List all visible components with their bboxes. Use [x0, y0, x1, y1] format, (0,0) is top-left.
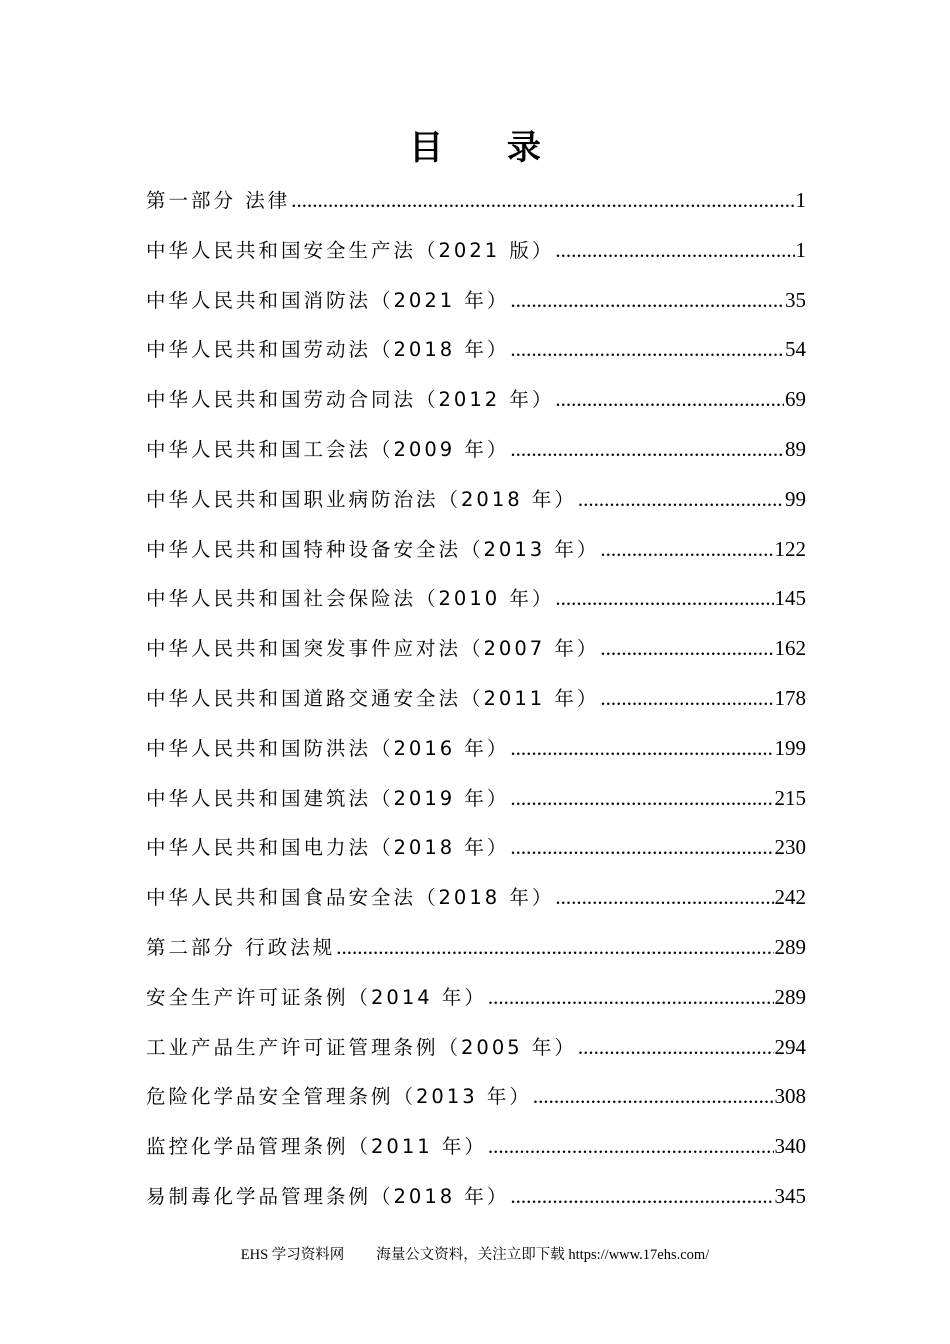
toc-entry-page: 122: [774, 536, 806, 561]
toc-entry-page: 340: [774, 1134, 806, 1159]
toc-entry-label: 中华人民共和国工会法（2009 年）: [146, 437, 510, 461]
toc-entry[interactable]: [146, 525, 806, 575]
toc-entry-label: 易制毒化学品管理条例（2018 年）: [146, 1184, 510, 1208]
toc-leader-dots: [578, 475, 784, 525]
toc-entry-label: 中华人民共和国职业病防治法（2018 年）: [146, 487, 577, 511]
toc-entry-label: 中华人民共和国劳动法（2018 年）: [146, 338, 510, 362]
toc-leader-dots: [533, 1072, 774, 1122]
toc-entry-page: 308: [774, 1084, 806, 1109]
toc-entry-label: 安全生产许可证条例（2014 年）: [146, 985, 487, 1009]
toc-leader-dots: [510, 774, 773, 824]
toc-leader-dots: [510, 823, 773, 873]
toc-entry-page: 289: [774, 984, 806, 1009]
toc-entry-page: 162: [774, 636, 806, 661]
toc-entry[interactable]: [146, 475, 806, 525]
footer-site-name: EHS 学习资料网: [240, 1247, 345, 1263]
toc-leader-dots: [336, 923, 773, 973]
toc-entry-label: 中华人民共和国电力法（2018 年）: [146, 836, 510, 860]
toc-entry-label: 第二部分 行政法规: [146, 935, 336, 959]
toc-entry[interactable]: [146, 873, 806, 923]
toc-leader-dots: [600, 525, 773, 575]
toc-entry[interactable]: [146, 624, 806, 674]
toc-entry-label: 中华人民共和国建筑法（2019 年）: [146, 786, 510, 810]
toc-leader-dots: [488, 973, 774, 1023]
toc-entry-page: 215: [774, 785, 806, 810]
toc-leader-dots: [578, 1023, 774, 1073]
toc-entry[interactable]: [146, 574, 806, 624]
toc-entry-label: 监控化学品管理条例（2011 年）: [146, 1135, 487, 1159]
toc-entry-page: 178: [774, 685, 806, 710]
toc-leader-dots: [555, 873, 773, 923]
toc-entry-page: 35: [785, 287, 806, 312]
toc-leader-dots: [555, 375, 784, 425]
toc-leader-dots: [510, 1172, 773, 1222]
toc-entry-page: 54: [785, 337, 806, 362]
toc-entry-label: 工业产品生产许可证管理条例（2005 年）: [146, 1035, 577, 1059]
toc-entry-label: 中华人民共和国安全生产法（2021 版）: [146, 238, 555, 262]
toc-entry[interactable]: [146, 923, 806, 973]
toc-entry-label: 中华人民共和国劳动合同法（2012 年）: [146, 388, 555, 412]
toc-entry-page: 89: [785, 436, 806, 461]
toc-leader-dots: [555, 226, 794, 276]
toc-leader-dots: [555, 574, 773, 624]
toc-entry-label: 中华人民共和国道路交通安全法（2011 年）: [146, 686, 600, 710]
toc-entry-label: 中华人民共和国社会保险法（2010 年）: [146, 587, 555, 611]
toc-entry-page: 145: [774, 586, 806, 611]
toc-entry-label: 第一部分 法律: [146, 189, 291, 212]
toc-entry[interactable]: [146, 276, 806, 326]
toc-entry[interactable]: [146, 226, 806, 276]
toc-entry[interactable]: [146, 176, 806, 226]
toc-entry-page: 69: [785, 387, 806, 412]
toc-leader-dots: [600, 674, 773, 724]
toc-entry-page: 294: [774, 1034, 806, 1059]
toc-entry-label: 中华人民共和国突发事件应对法（2007 年）: [146, 637, 600, 661]
page-title: 目 录: [409, 128, 567, 168]
toc-leader-dots: [510, 325, 784, 375]
toc-entry-label: 中华人民共和国消防法（2021 年）: [146, 288, 510, 312]
page-footer: [0, 1243, 950, 1267]
toc-entry-label: 中华人民共和国特种设备安全法（2013 年）: [146, 537, 600, 561]
toc-entry-page: 242: [774, 885, 806, 910]
toc-leader-dots: [600, 624, 773, 674]
toc-entry[interactable]: [146, 774, 806, 824]
toc-entry[interactable]: [146, 375, 806, 425]
toc-entry[interactable]: [146, 425, 806, 475]
toc-entry[interactable]: [146, 1023, 806, 1073]
toc-entry[interactable]: [146, 1172, 806, 1222]
toc-entry-page: 289: [774, 934, 806, 959]
toc-entry-label: 中华人民共和国食品安全法（2018 年）: [146, 886, 555, 910]
toc-entry-page: 230: [774, 835, 806, 860]
toc-leader-dots: [291, 176, 794, 226]
table-of-contents: [146, 176, 806, 1222]
toc-entry[interactable]: [146, 1122, 806, 1172]
toc-entry[interactable]: [146, 325, 806, 375]
footer-tagline[interactable]: 海量公文资料，关注立即下载 https://www.17ehs.com/: [376, 1247, 710, 1263]
toc-entry[interactable]: [146, 973, 806, 1023]
toc-entry-page: 99: [785, 486, 806, 511]
toc-entry-page: 199: [774, 735, 806, 760]
toc-leader-dots: [510, 425, 784, 475]
toc-leader-dots: [510, 724, 773, 774]
toc-entry-label: 中华人民共和国防洪法（2016 年）: [146, 736, 510, 760]
toc-entry-page: 345: [774, 1183, 806, 1208]
toc-entry[interactable]: [146, 1072, 806, 1122]
toc-entry[interactable]: [146, 823, 806, 873]
toc-entry-page: 1: [795, 237, 806, 262]
toc-entry-page: 1: [795, 188, 806, 212]
toc-entry[interactable]: [146, 674, 806, 724]
toc-entry-label: 危险化学品安全管理条例（2013 年）: [146, 1085, 532, 1109]
toc-entry[interactable]: [146, 724, 806, 774]
toc-leader-dots: [488, 1122, 774, 1172]
toc-leader-dots: [510, 276, 784, 326]
